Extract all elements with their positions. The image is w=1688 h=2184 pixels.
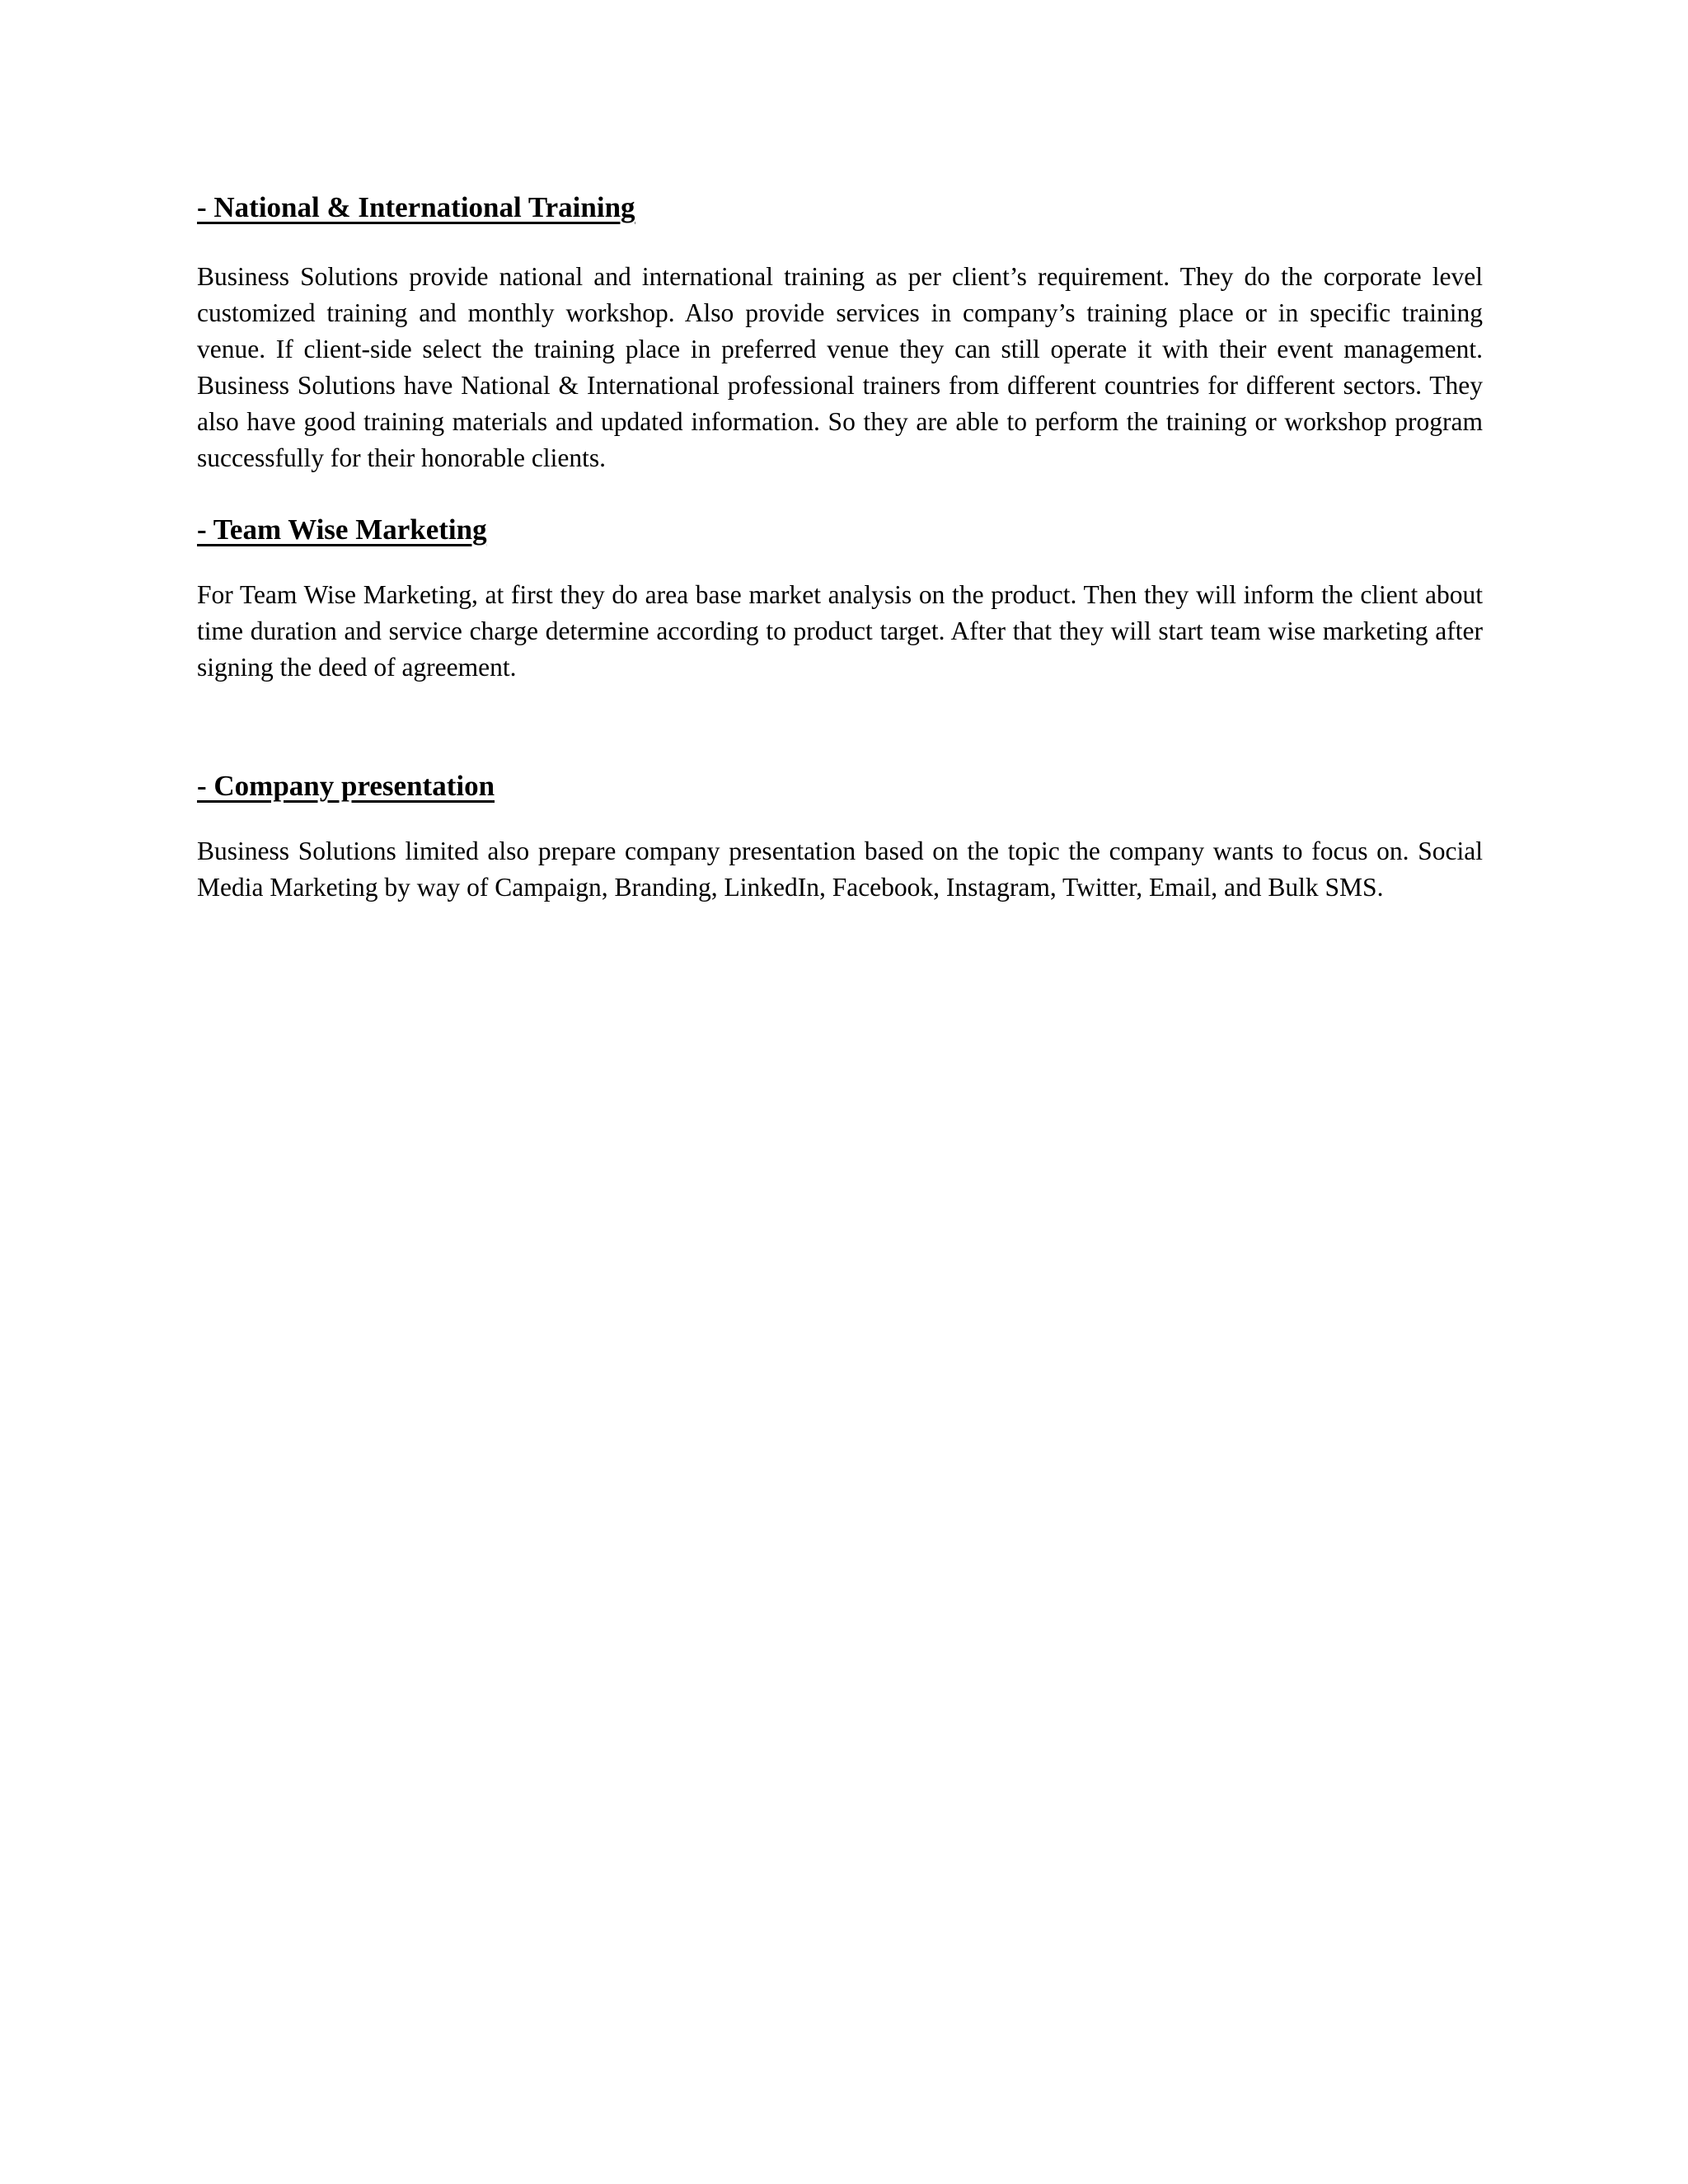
section-body-national-international-training: Business Solutions provide national and international training as per client’s requirement. They do the corporate level customized training and monthly workshop. Also provide services in company’s training place or in specific training venue. If client-side select the training place in preferred venue they can still operate it with their event management. Business Solutions have National & International professional trainers from different countries for different sectors. They also have good training materials and updated information. So they are able to perform the training or workshop program successfully for their honorable clients. — [197, 262, 1483, 472]
section-heading-company-presentation: - Company presentation — [197, 770, 495, 802]
section-body-company-presentation: Business Solutions limited also prepare company presentation based on the topic the company wants to focus on. Social Media Marketing by way of Campaign, Branding, LinkedIn, Facebook, Instagram, Twitter, Email, and Bulk SMS. — [197, 837, 1483, 902]
section-heading-national-international-training: - National & International Training — [197, 191, 635, 223]
section-heading-team-wise-marketing: - Team Wise Marketing — [197, 513, 487, 546]
document-content — [197, 190, 1483, 906]
section-body-team-wise-marketing: For Team Wise Marketing, at first they do area base market analysis on the product. Then they will inform the client about time duration and service charge determine according to product target. After that they will start team wise marketing after signing the deed of agreement. — [197, 580, 1483, 682]
